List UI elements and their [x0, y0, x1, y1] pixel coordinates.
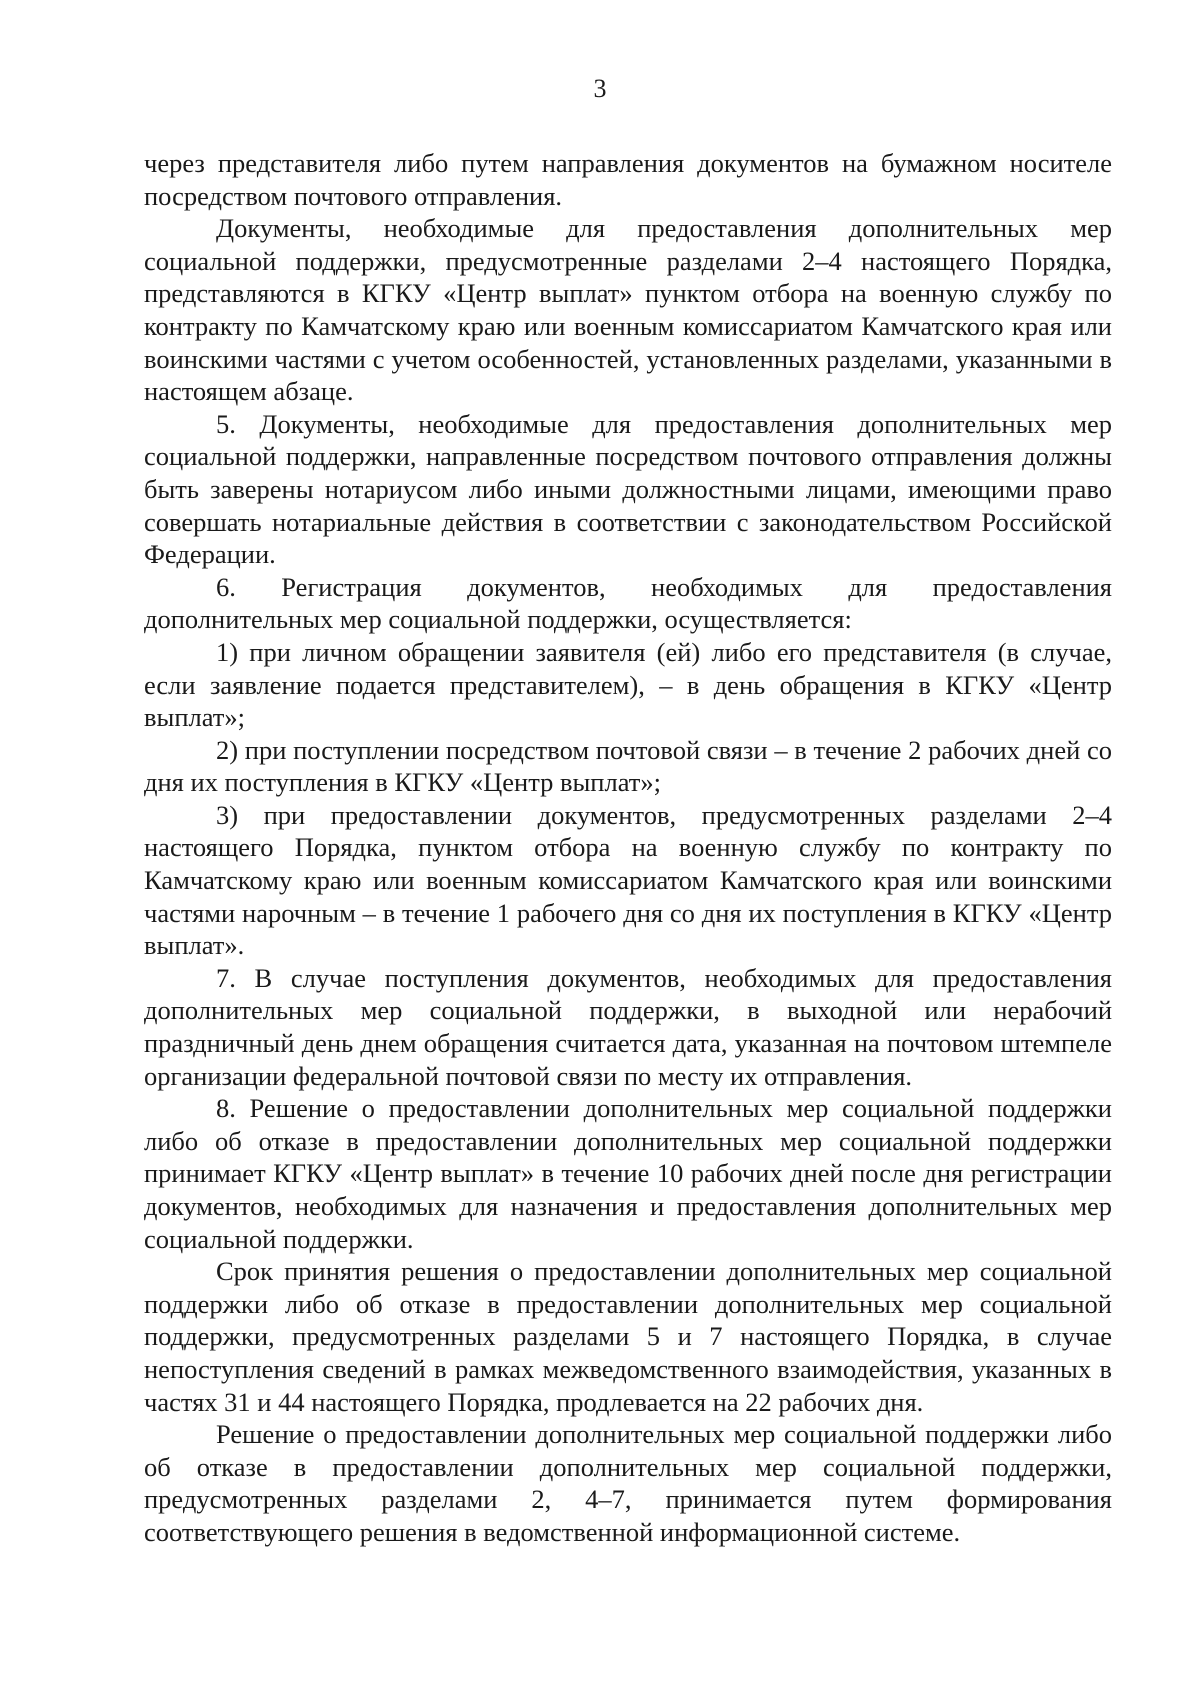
- paragraph-subitem-3: 3) при предоставлении документов, предусмотренных разделами 2–4 настоящего Порядка, пунктом отбора на военную службу по контракту по Камчатскому краю или военным комиссариатом Камчатского края или воинскими частями нарочным – в течение 1 рабочего дня со дня их поступления в КГКУ «Центр выплат».: [144, 799, 1112, 961]
- paragraph-item-5: 5. Документы, необходимые для предоставления дополнительных мер социальной поддержки, направленные посредством почтового отправления должны быть заверены нотариусом либо иными должностными лицами, имеющими право совершать нотариальные действия в соответствии с законодательством Российской Федерации.: [144, 408, 1112, 570]
- document-body: [144, 147, 1112, 1549]
- paragraph-item-7: 7. В случае поступления документов, необходимых для предоставления дополнительных мер социальной поддержки, в выходной или нерабочий праздничный день днем обращения считается дата, указанная на почтовом штемпеле организации федеральной почтовой связи по месту их отправления.: [144, 962, 1112, 1091]
- paragraph-continuation: через представителя либо путем направления документов на бумажном носителе посредством почтового отправления.: [144, 148, 1112, 211]
- page-number: 3: [593, 74, 607, 103]
- paragraph-subitem-1: 1) при личном обращении заявителя (ей) либо его представителя (в случае, если заявление подается представителем), – в день обращения в КГКУ «Центр выплат»;: [144, 636, 1112, 733]
- paragraph-decision-term: Срок принятия решения о предоставлении дополнительных мер социальной поддержки либо об отказе в предоставлении дополнительных мер социальной поддержки, предусмотренных разделами 5 и 7 настоящего Порядка, в случае непоступления сведений в рамках межведомственного взаимодействия, указанных в частях 31 и 44 настоящего Порядка, продлевается на 22 рабочих дня.: [144, 1256, 1112, 1417]
- paragraph-subitem-2: 2) при поступлении посредством почтовой связи – в течение 2 рабочих дней со дня их поступления в КГКУ «Центр выплат»;: [144, 734, 1112, 798]
- paragraph-decision-form: Решение о предоставлении дополнительных мер социальной поддержки либо об отказе в предоставлении дополнительных мер социальной поддержки, предусмотренных разделами 2, 4–7, принимается путем формирования соответствующего решения в ведомственной информационной системе.: [144, 1419, 1112, 1547]
- paragraph-item-6: 6. Регистрация документов, необходимых для предоставления дополнительных мер социальной поддержки, осуществляется:: [144, 571, 1112, 635]
- paragraph-item-8: 8. Решение о предоставлении дополнительных мер социальной поддержки либо об отказе в предоставлении дополнительных мер социальной поддержки принимает КГКУ «Центр выплат» в течение 10 рабочих дней после дня регистрации документов, необходимых для назначения и предоставления дополнительных мер социальной поддержки.: [144, 1093, 1112, 1254]
- paragraph-documents-submission: Документы, необходимые для предоставления дополнительных мер социальной поддержки, предусмотренные разделами 2–4 настоящего Порядка, представляются в КГКУ «Центр выплат» пунктом отбора на военную службу по контракту по Камчатскому краю или военным комиссариатом Камчатского края или воинскими частями с учетом особенностей, установленных разделами, указанными в настоящем абзаце.: [144, 213, 1112, 407]
